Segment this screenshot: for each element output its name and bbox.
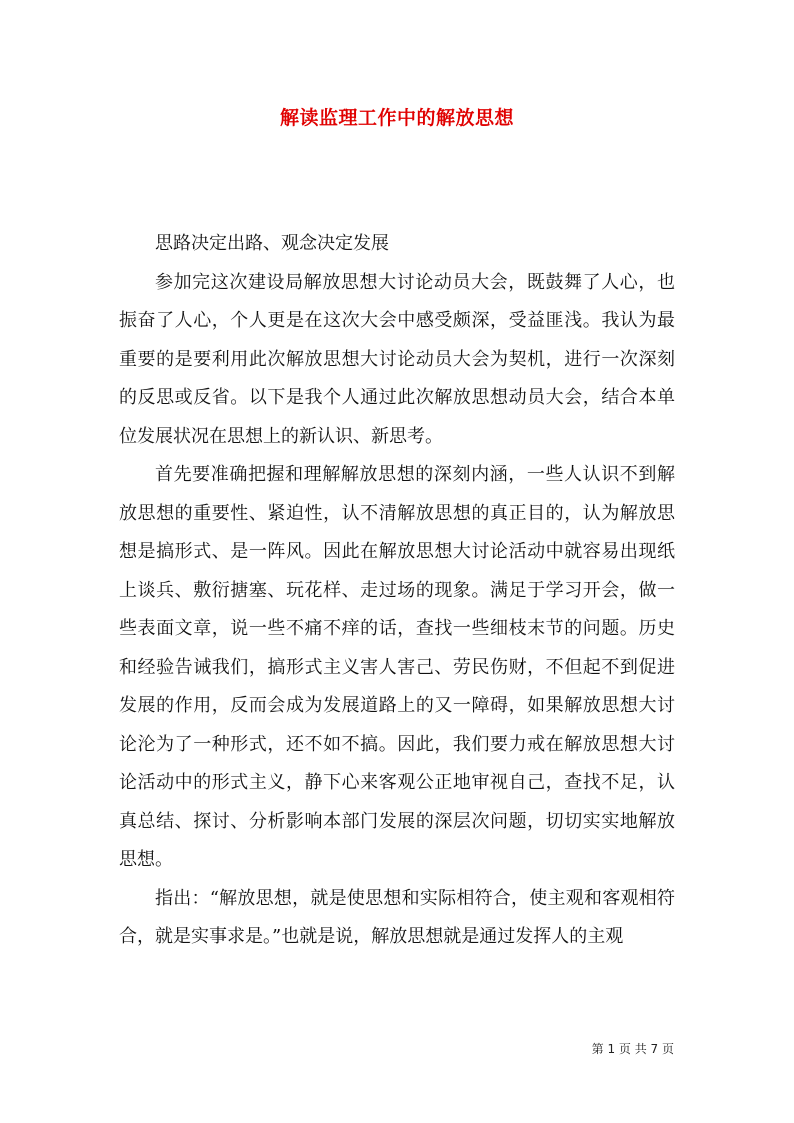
page-number-footer: 第 1 页 共 7 页	[591, 1042, 674, 1056]
paragraph: 指出：“解放思想，就是使思想和实际相符合，使主观和客观相符合，就是实事求是。”也就是说，解放思想就是通过发挥人的主观	[119, 887, 675, 947]
paragraph: 参加完这次建设局解放思想大讨论动员大会，既鼓舞了人心，也振奋了人心，个人更是在这次大会中感受颇深，受益匪浅。我认为最重要的是要利用此次解放思想大讨论动员大会为契机，进行一次深刻的反思或反省。以下是我个人通过此次解放思想动员大会，结合本单位发展状况在思想上的新认识、新思考。	[119, 271, 675, 447]
paragraph: 思路决定出路、观念决定发展	[155, 233, 389, 254]
document-title: 解读监理工作中的解放思想	[279, 107, 514, 129]
document-body	[119, 225, 675, 957]
paragraph: 首先要准确把握和理解解放思想的深刻内涵，一些人认识不到解放思想的重要性、紧迫性，认不清解放思想的真正目的，认为解放思想是搞形式、是一阵风。因此在解放思想大讨论活动中就容易出现纸上谈兵、敷衍搪塞、玩花样、走过场的现象。满足于学习开会，做一些表面文章，说一些不痛不痒的话，查找一些细枝末节的问题。历史和经验告诫我们，搞形式主义害人害己、劳民伤财，不但起不到促进发展的作用，反而会成为发展道路上的又一障碍，如果解放思想大讨论沦为了一种形式，还不如不搞。因此，我们要力戒在解放思想大讨论活动中的形式主义，静下心来客观公正地审视自己，查找不足，认真总结、探讨、分析影响本部门发展的深层次问题，切切实实地解放思想。	[119, 464, 675, 870]
